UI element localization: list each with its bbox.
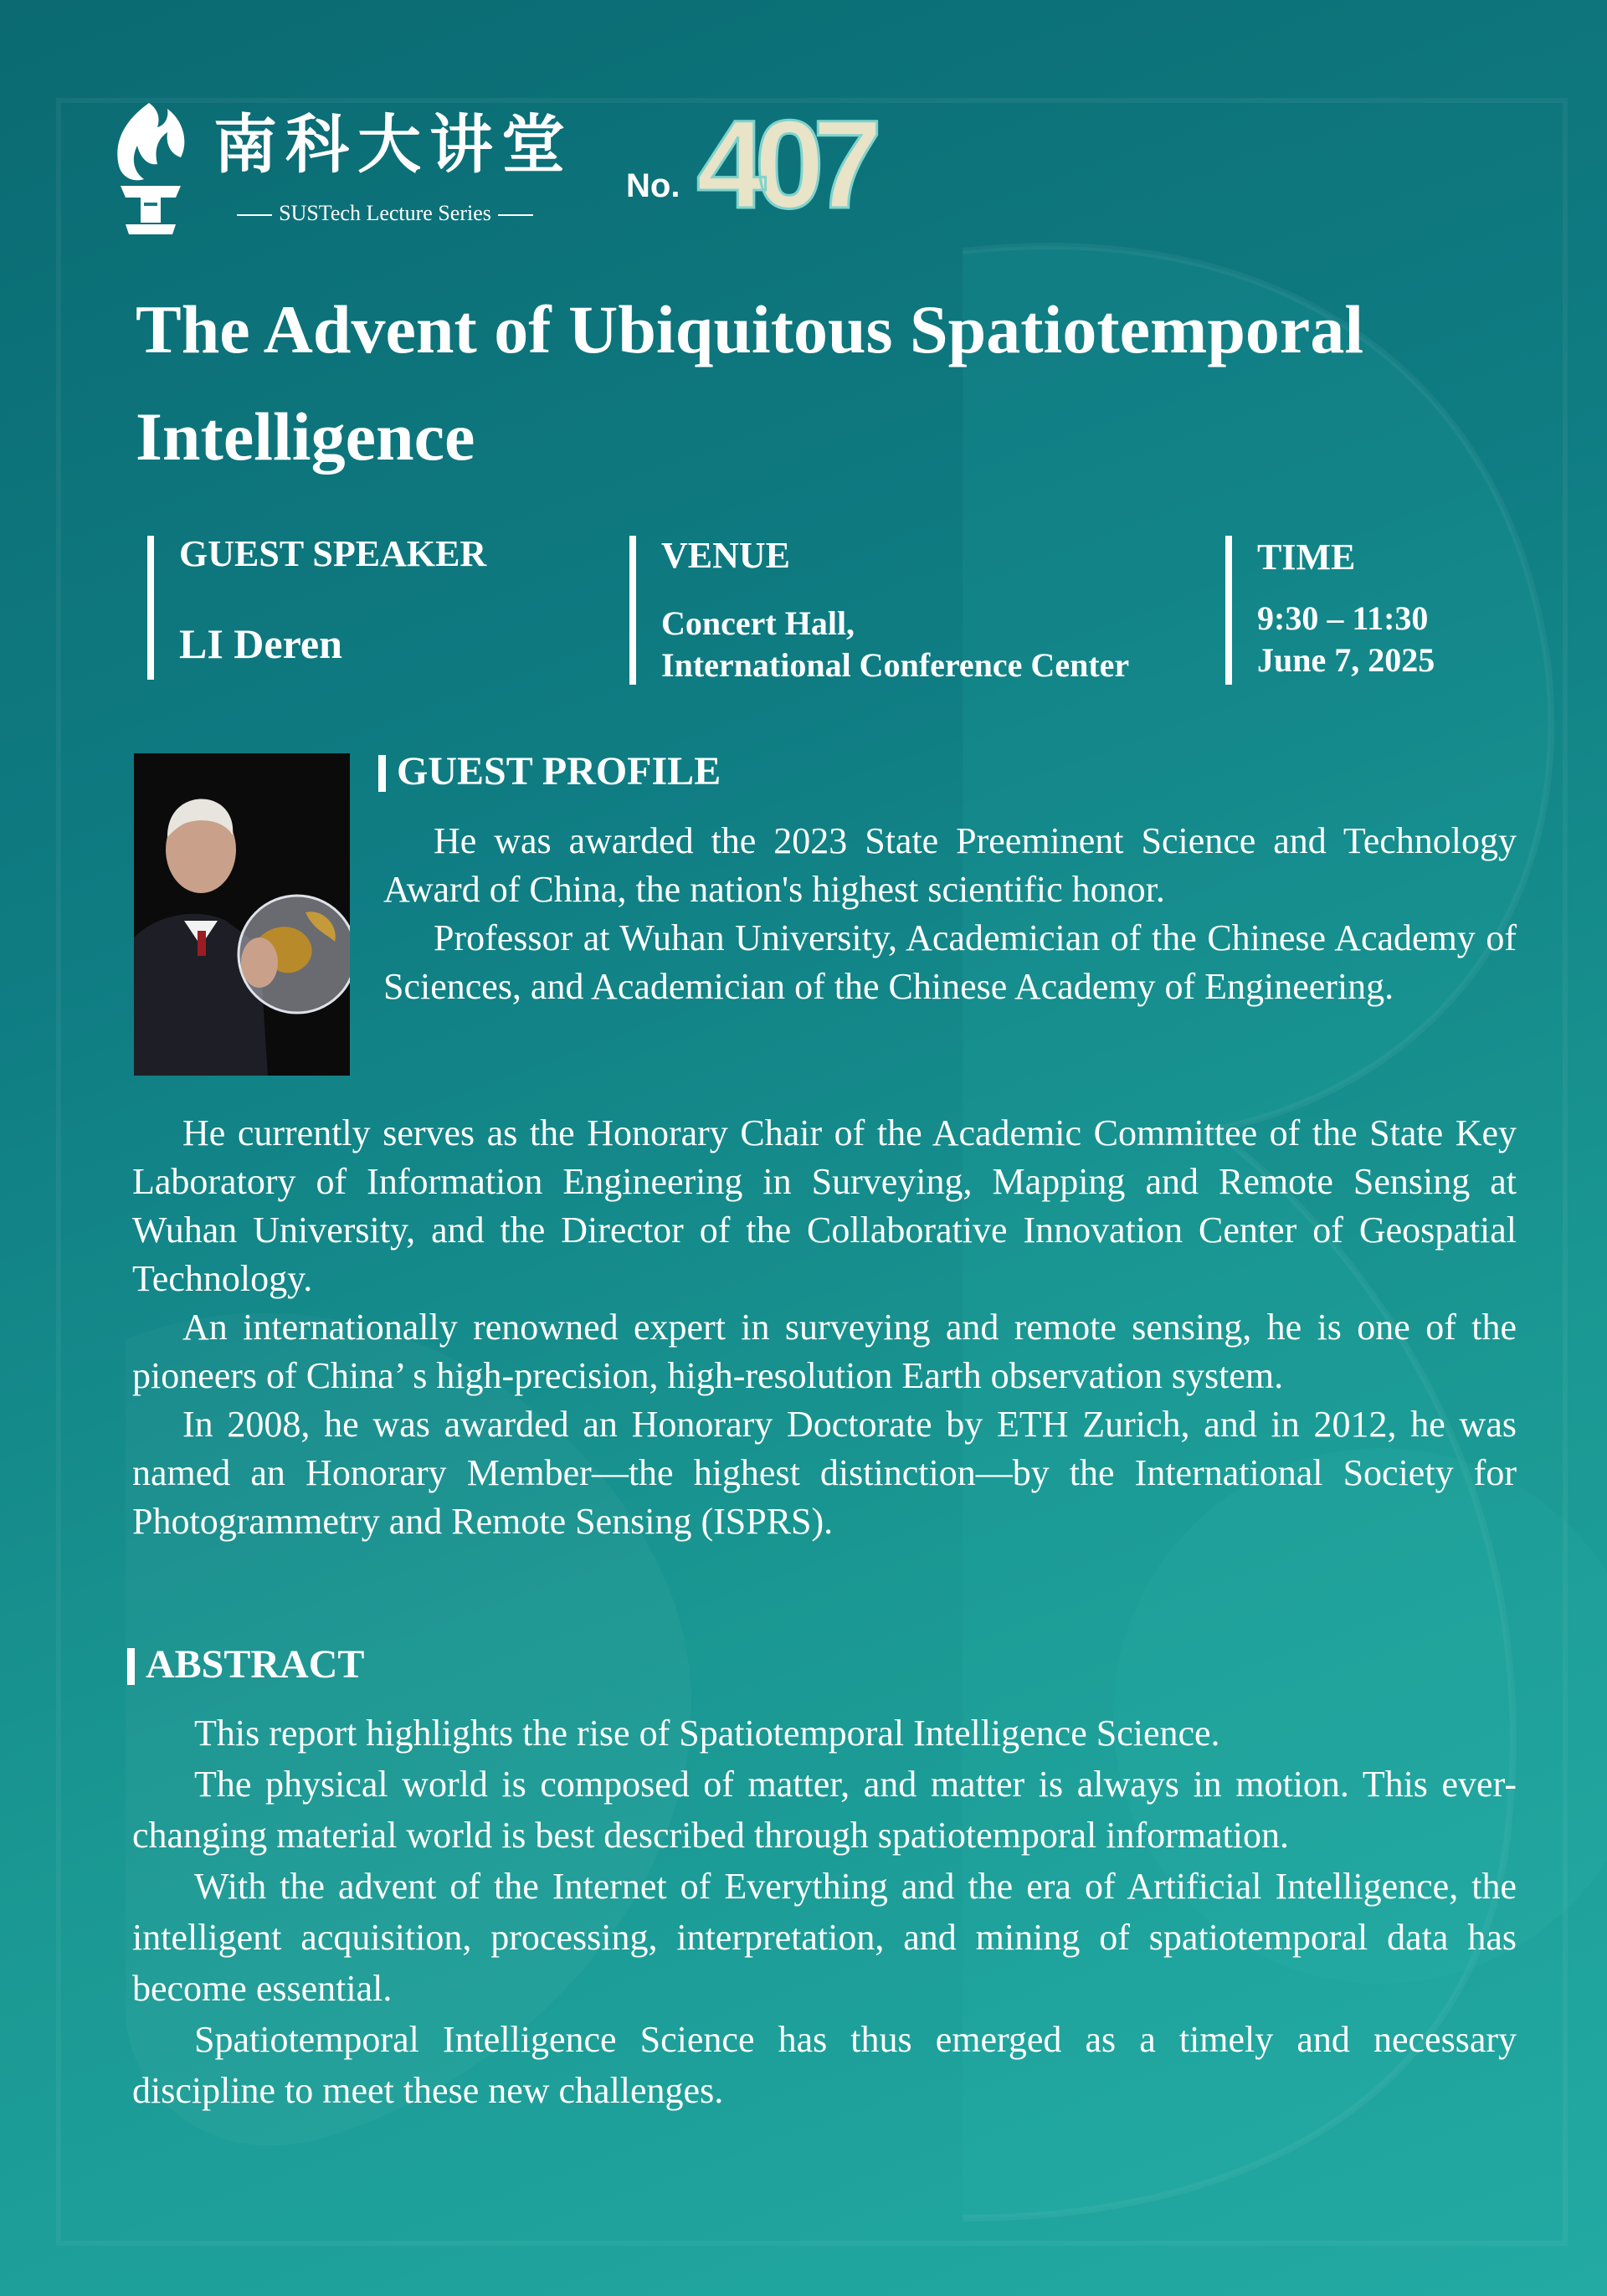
lecture-number — [693, 90, 886, 233]
speaker-with-globe-icon — [134, 753, 350, 1076]
abstract-paragraph: The physical world is composed of matter, and matter is always in motion. This ever-changing material world is best described through spatiotemporal information. — [132, 1764, 1517, 1856]
profile-heading-bar — [378, 755, 386, 792]
venue-label: VENUE — [661, 535, 791, 576]
abstract-paragraph: With the advent of the Internet of Everything and the era of Artificial Intelligence, the intelligent acquisition, processing, interpretation, and mining of spatiotemporal data has become essential. — [132, 1866, 1517, 2009]
time-date: June 7, 2025 — [1257, 641, 1435, 679]
abstract-heading: ABSTRACT — [127, 1645, 364, 1685]
profile-paragraph: An internationally renowned expert in surveying and remote sensing, he is one of the pioneers of China’ s high-precision, high-resolution Earth observation system. — [132, 1307, 1517, 1396]
lecture-title: The Advent of Ubiquitous Spatiotemporal Intelligence — [136, 291, 1364, 475]
profile-paragraph: Professor at Wuhan University, Academician of the Chinese Academy of Sciences, and Academician of the Chinese Academy of Engineering. — [383, 917, 1517, 1007]
profile-text-bottom — [132, 1109, 1517, 1546]
time-divider — [1225, 536, 1232, 685]
speaker-divider — [147, 536, 154, 680]
profile-paragraph: He was awarded the 2023 State Preeminent Science and Technology Award of China, the nation's highest scientific honor. — [383, 820, 1517, 910]
speaker-photo — [134, 753, 350, 1076]
profile-paragraph: He currently serves as the Honorary Chair of the Academic Committee of the State Key Laboratory of Information Engineering in Surveying, Mapping and Remote Sensing at Wuhan University, and the Director of the Collaborative Innovation Center of Geospatial Technology. — [132, 1112, 1517, 1299]
speaker-block — [147, 533, 648, 680]
venue-block — [629, 536, 1230, 685]
profile-heading: GUEST PROFILE — [378, 752, 721, 792]
torch-logo-icon — [109, 99, 193, 237]
abstract-heading-bar — [127, 1648, 135, 1685]
abstract-paragraph: This report highlights the rise of Spatiotemporal Intelligence Science. — [194, 1713, 1220, 1754]
brand-english-name: SUSTech Lecture Series — [213, 203, 557, 224]
lecture-number-label: No. — [626, 167, 680, 204]
lecture-number-text: 407 — [696, 94, 871, 233]
time-label: TIME — [1257, 537, 1356, 578]
speaker-name: LI Deren — [179, 620, 342, 667]
venue-divider — [629, 536, 636, 685]
abstract-paragraph: Spatiotemporal Intelligence Science has thus emerged as a timely and necessary discipline to meet these new challenges. — [132, 2019, 1517, 2111]
time-block — [1225, 536, 1592, 685]
speaker-label: GUEST SPEAKER — [179, 533, 487, 574]
profile-paragraph: In 2008, he was awarded an Honorary Doctorate by ETH Zurich, and in 2012, he was named an Honorary Member—the highest distinction—by the International Society for Photogrammetry and Remote Sensing (ISPRS). — [132, 1404, 1517, 1542]
time-hours: 9:30 – 11:30 — [1257, 599, 1429, 637]
venue-line-1: Concert Hall, — [661, 604, 855, 642]
profile-text-top — [383, 817, 1517, 1011]
venue-line-2: International Conference Center — [661, 646, 1130, 684]
abstract-text — [132, 1708, 1517, 2116]
brand-chinese-name: 南科大讲堂 — [213, 107, 573, 182]
